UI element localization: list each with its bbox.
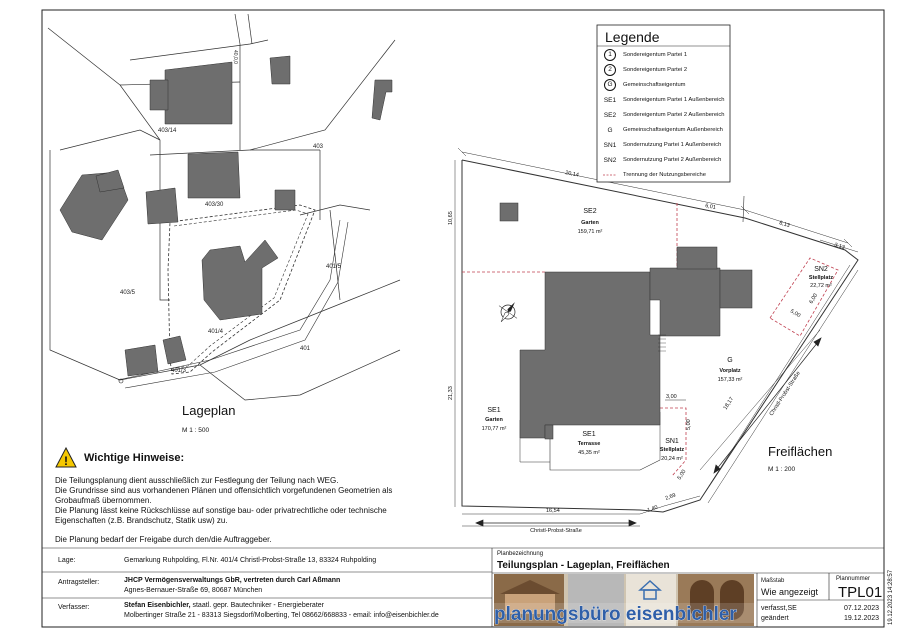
verfasser-address: Molbertinger Straße 21 - 83313 Siegsdorf/Molberting, Tel 08662/668833 - email: info@eisenbichler.de xyxy=(124,612,439,619)
notes-line-2: Die Grundrisse sind aus vorhandenen Plänen und offensichtlich vorgefundenen Geometrien als xyxy=(55,486,393,495)
geaendert-date: 19.12.2023 xyxy=(844,615,880,622)
legend-row-g xyxy=(600,78,686,92)
legend-row-se2 xyxy=(600,108,725,122)
legend-key-sn2: SN2 xyxy=(603,156,617,164)
dim-8-13: 8,13 xyxy=(778,220,791,230)
verfasser-name: Stefan Eisenbichler, xyxy=(124,602,191,609)
site-plan-buildings xyxy=(60,56,392,376)
legend-label-sn2: Sondernutzung Partei 2 Außenbereich xyxy=(623,157,722,163)
street-label-right: Christl-Probst-Straße xyxy=(768,370,802,418)
se2-code: SE2 xyxy=(583,208,597,215)
se1-garden-code: SE1 xyxy=(487,407,501,414)
parcel-403-30: 403/30 xyxy=(205,202,224,208)
site-plan-scale: M 1 : 500 xyxy=(182,427,210,434)
dim-21-33: 21,33 xyxy=(448,386,454,400)
g-area: 157,33 m² xyxy=(717,377,743,383)
plan-label: Planbezeichnung xyxy=(497,551,544,557)
parcel-403-14: 403/14 xyxy=(158,128,177,134)
print-timestamp: 19.12.2023 14:28:57 xyxy=(888,569,894,625)
dim-1-40: 1,40 xyxy=(646,504,659,514)
dim-3-13: 3,13 xyxy=(833,242,846,252)
dim-16-54: 16,54 xyxy=(546,508,560,514)
se1-terrace-code: SE1 xyxy=(582,431,596,438)
plan-title: Teilungsplan - Lageplan, Freiflächen xyxy=(497,560,670,571)
legend-row-separation xyxy=(600,168,706,182)
parcel-403: 403 xyxy=(313,144,324,150)
legend-row-g-out xyxy=(600,123,723,137)
lage-value: Gemarkung Ruhpolding, Fl.Nr. 401/4 Christl-Probst-Straße 13, 83324 Ruhpolding xyxy=(124,557,377,564)
open-space-title: Freiflächen xyxy=(768,444,833,459)
scale-value: Wie angezeigt xyxy=(761,587,819,597)
legend-key-2: 2 xyxy=(604,64,616,76)
verfasst-date: 07.12.2023 xyxy=(844,605,880,612)
dim-6-00: 6,00 xyxy=(808,292,820,305)
legend-label-sn1: Sondernutzung Partei 1 Außenbereich xyxy=(623,142,722,148)
legend-label-se2: Sondereigentum Partei 2 Außenbereich xyxy=(623,112,725,118)
se2-area: 159,71 m² xyxy=(577,229,603,235)
dim-10-65: 10,65 xyxy=(448,211,454,225)
svg-text:!: ! xyxy=(64,454,68,468)
antrag-label: Antragsteller: xyxy=(58,579,100,586)
geaendert-label: geändert xyxy=(761,615,789,622)
verfasser-role: staatl. gepr. Bautechniker - Energieberater xyxy=(190,602,324,609)
sn2-area: 22,72 m² xyxy=(810,283,832,289)
open-space-scale: M 1 : 200 xyxy=(768,466,796,473)
site-plan-title: Lageplan xyxy=(182,403,236,418)
sn2-name: Stellplatz xyxy=(808,275,834,281)
g-code: G xyxy=(727,357,733,364)
parcel-401-3: 401/3 xyxy=(171,368,187,374)
dim-3-00: 3,00 xyxy=(666,394,677,400)
legend-label-se1: Sondereigentum Partei 1 Außenbereich xyxy=(623,97,725,103)
antrag-address: Agnes-Bernauer-Straße 69, 80687 München xyxy=(124,587,263,594)
g-name: Vorplatz xyxy=(719,368,741,374)
brand-wordmark: planungsbüro eisenbichler xyxy=(494,604,737,625)
parcel-403-5: 403/5 xyxy=(120,290,136,296)
street-label-bottom: Christl-Probst-Straße xyxy=(530,528,582,534)
legend-label-2: Sondereigentum Partei 2 xyxy=(623,67,688,73)
legend-label-1: Sondereigentum Partei 1 xyxy=(623,52,688,58)
verfasser-label: Verfasser: xyxy=(58,604,90,611)
dim-5-00-c: 5,00 xyxy=(676,468,688,482)
north-arrow-icon xyxy=(499,301,517,323)
sn1-area: 20,24 m² xyxy=(661,456,683,462)
warning-icon xyxy=(56,448,76,468)
legend-label-separation: Trennung der Nutzungsbereiche xyxy=(623,172,706,178)
building-footprint xyxy=(500,203,752,439)
scale-label: Maßstab xyxy=(761,578,785,584)
legend-key-1: 1 xyxy=(604,49,616,61)
dim-2-69: 2,69 xyxy=(664,492,677,502)
legend-row-sn2 xyxy=(600,153,721,167)
legend-title: Legende xyxy=(605,29,660,45)
legend-row-sn1 xyxy=(600,138,721,152)
dim-6-01: 6,01 xyxy=(704,203,717,212)
legend-key-g: G xyxy=(604,79,616,91)
notes-line-3: Grobaufmaß übernommen. xyxy=(55,496,152,505)
notes-title: Wichtige Hinweise: xyxy=(84,452,185,464)
notes-line-1: Die Teilungsplanung dient ausschließlich zur Festlegung der Teilung nach WEG. xyxy=(55,476,339,485)
sn2-code: SN2 xyxy=(814,266,828,273)
legend-key-sn1: SN1 xyxy=(603,141,617,149)
parcel-401: 401 xyxy=(300,346,311,352)
se1-garden-name: Garten xyxy=(485,417,503,423)
se1-terrace-name: Terrasse xyxy=(577,441,601,447)
verfasst-label: verfasst,SE xyxy=(761,605,797,612)
plannr-value: TPL01 xyxy=(838,584,883,601)
dim-20-14: 20,14 xyxy=(564,170,580,179)
legend-key-se1: SE1 xyxy=(603,96,617,104)
dim-5-00-a: 5,00 xyxy=(686,419,692,430)
legend-row-1 xyxy=(600,48,687,62)
notes-line-6: Die Planung bedarf der Freigabe durch den/die Auftraggeber. xyxy=(55,535,272,544)
sn1-code: SN1 xyxy=(665,438,679,445)
se1-garden-area: 170,77 m² xyxy=(481,426,507,432)
site-dimension: 40,0,0 xyxy=(232,50,238,64)
legend-row-se1 xyxy=(600,93,725,107)
notes-line-5: Eigenschaften (z.B. Brandschutz, Statik usw) zu. xyxy=(55,516,228,525)
dim-5-00-b: 5,00 xyxy=(789,308,802,320)
notes-line-4: Die Planung lässt keine Rückschlüsse auf sonstige bau- oder privatrechtliche oder technische xyxy=(55,506,387,515)
se2-name: Garten xyxy=(581,220,599,226)
sn1-name: Stellplatz xyxy=(659,447,685,453)
parcel-401-5: 401/5 xyxy=(326,264,342,270)
legend-label-g: Gemeinschaftseigentum xyxy=(623,82,686,88)
legend-label-g-out: Gemeinschaftseigentum Außenbereich xyxy=(623,127,723,133)
verfasser-line xyxy=(124,602,324,609)
legend-key-g-out: G xyxy=(607,126,613,134)
plannr-label: Plannummer xyxy=(836,576,871,582)
legend-key-se2: SE2 xyxy=(603,111,617,119)
antrag-name: JHCP Vermögensverwaltungs GbR, vertreten durch Carl Aßmann xyxy=(124,577,341,584)
se1-terrace-area: 45,35 m² xyxy=(578,450,600,456)
dim-18-17: 18,17 xyxy=(722,396,736,412)
lage-label: Lage: xyxy=(58,557,76,564)
legend-row-2 xyxy=(600,63,687,77)
parcel-401-4: 401/4 xyxy=(208,329,224,335)
